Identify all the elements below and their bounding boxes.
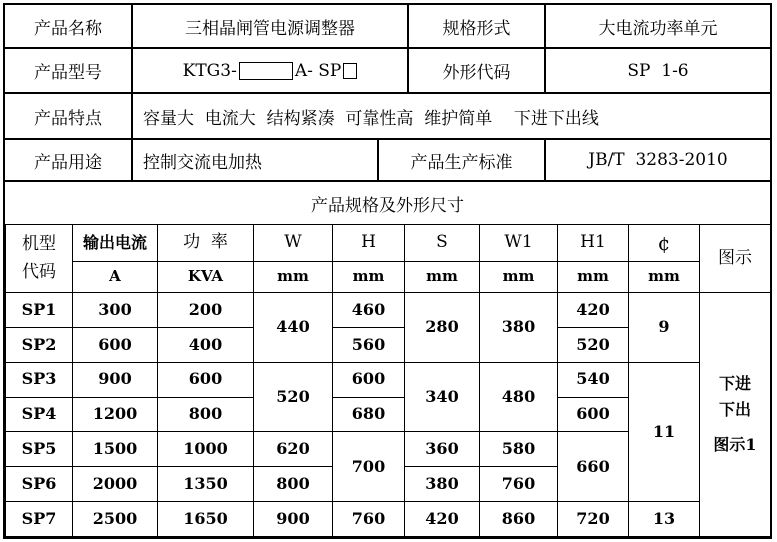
standard-label: 产品生产标准 <box>379 140 546 180</box>
product-name-label: 产品名称 <box>5 5 133 47</box>
w1-value: 760 <box>480 467 558 502</box>
s-value: 340 <box>405 362 480 432</box>
diagram-header: 图示 <box>700 225 771 293</box>
table-row <box>6 362 771 397</box>
standard-value: JB/T 3283-2010 <box>588 150 728 170</box>
row-current: 1200 <box>73 397 158 432</box>
product-feature-value: 容量大 电流大 结构紧凑 可靠性高 维护简单 下进下出线 <box>143 108 599 129</box>
row-power: 200 <box>158 293 254 328</box>
model-blank-box <box>239 62 293 80</box>
row-power: 1350 <box>158 467 254 502</box>
diameter-unit: mm <box>629 262 700 293</box>
model-code-header-line2: 代码 <box>22 261 56 282</box>
row-code: SP3 <box>6 362 73 397</box>
w-header: W <box>254 225 333 262</box>
row-power: 1650 <box>158 502 254 537</box>
info-row-model <box>5 49 770 94</box>
w1-unit: mm <box>480 262 558 293</box>
w1-value: 480 <box>480 362 558 432</box>
row-code: SP6 <box>6 467 73 502</box>
header-row <box>6 225 771 262</box>
model-prefix: KTG3- <box>182 60 237 81</box>
s-value: 280 <box>405 293 480 363</box>
h-value: 600 <box>333 362 405 397</box>
s-value: 360 <box>405 432 480 467</box>
w1-value: 580 <box>480 432 558 467</box>
diagram-cell <box>700 293 771 537</box>
info-row-use <box>5 140 770 182</box>
row-power: 600 <box>158 362 254 397</box>
current-unit: A <box>73 262 158 293</box>
s-value: 420 <box>405 502 480 537</box>
w-unit: mm <box>254 262 333 293</box>
row-code: SP4 <box>6 397 73 432</box>
row-current: 2500 <box>73 502 158 537</box>
s-header: S <box>405 225 480 262</box>
row-power: 1000 <box>158 432 254 467</box>
w-value: 800 <box>254 467 333 502</box>
w-value: 900 <box>254 502 333 537</box>
unit-row <box>6 262 771 293</box>
spec-table-title: 产品规格及外形尺寸 <box>311 195 464 216</box>
row-code: SP7 <box>6 502 73 537</box>
h1-unit: mm <box>558 262 629 293</box>
info-row-name <box>5 5 770 49</box>
s-unit: mm <box>405 262 480 293</box>
w-value: 440 <box>254 293 333 363</box>
w1-value: 380 <box>480 293 558 363</box>
h1-value: 600 <box>558 397 629 432</box>
current-header: 输出电流 <box>73 225 158 262</box>
w-value: 520 <box>254 362 333 432</box>
row-current: 1500 <box>73 432 158 467</box>
diagram-line-1: 下进 <box>718 373 751 393</box>
product-feature-label: 产品特点 <box>5 94 133 138</box>
row-code: SP5 <box>6 432 73 467</box>
h-value: 760 <box>333 502 405 537</box>
info-row-feature <box>5 94 770 140</box>
model-code-header <box>6 225 73 293</box>
shape-code-label: 外形代码 <box>409 49 546 92</box>
w-value: 620 <box>254 432 333 467</box>
product-model-value <box>133 49 409 92</box>
diameter-header: ¢ <box>629 225 700 262</box>
product-model-label: 产品型号 <box>5 49 133 92</box>
h1-value: 660 <box>558 432 629 502</box>
product-spec-sheet <box>3 3 772 539</box>
h-value: 460 <box>333 293 405 328</box>
h1-value: 540 <box>558 362 629 397</box>
h-unit: mm <box>333 262 405 293</box>
product-use-label: 产品用途 <box>5 140 133 180</box>
row-current: 900 <box>73 362 158 397</box>
diameter-value: 13 <box>629 502 700 537</box>
table-row <box>6 502 771 537</box>
h-value: 680 <box>333 397 405 432</box>
spec-table <box>5 224 771 537</box>
row-current: 600 <box>73 327 158 362</box>
row-code: SP1 <box>6 293 73 328</box>
product-name-value: 三相晶闸管电源调整器 <box>133 5 409 47</box>
diagram-line-3: 图示1 <box>713 434 757 454</box>
row-current: 300 <box>73 293 158 328</box>
row-power: 800 <box>158 397 254 432</box>
model-middle: A- SP <box>294 60 342 81</box>
row-power: 400 <box>158 327 254 362</box>
diameter-value: 11 <box>629 362 700 501</box>
h-value: 700 <box>333 432 405 502</box>
power-unit: KVA <box>158 262 254 293</box>
h1-value: 720 <box>558 502 629 537</box>
h1-value: 520 <box>558 327 629 362</box>
model-code-header-line1: 机型 <box>22 234 56 255</box>
h-value: 560 <box>333 327 405 362</box>
h1-value: 420 <box>558 293 629 328</box>
model-blank-square <box>343 63 357 79</box>
w1-header: W1 <box>480 225 558 262</box>
table-row <box>6 293 771 328</box>
spec-form-value: 大电流功率单元 <box>598 18 718 39</box>
spec-form-label: 规格形式 <box>409 5 546 47</box>
diameter-value: 9 <box>629 293 700 363</box>
w1-value: 860 <box>480 502 558 537</box>
spec-table-title-row <box>5 182 770 224</box>
row-code: SP2 <box>6 327 73 362</box>
row-current: 2000 <box>73 467 158 502</box>
s-value: 380 <box>405 467 480 502</box>
h-header: H <box>333 225 405 262</box>
power-header: 功 率 <box>158 225 254 262</box>
shape-code-value: SP 1-6 <box>627 60 689 81</box>
h1-header: H1 <box>558 225 629 262</box>
product-use-value: 控制交流电加热 <box>133 140 379 180</box>
diagram-line-2: 下出 <box>718 400 751 420</box>
